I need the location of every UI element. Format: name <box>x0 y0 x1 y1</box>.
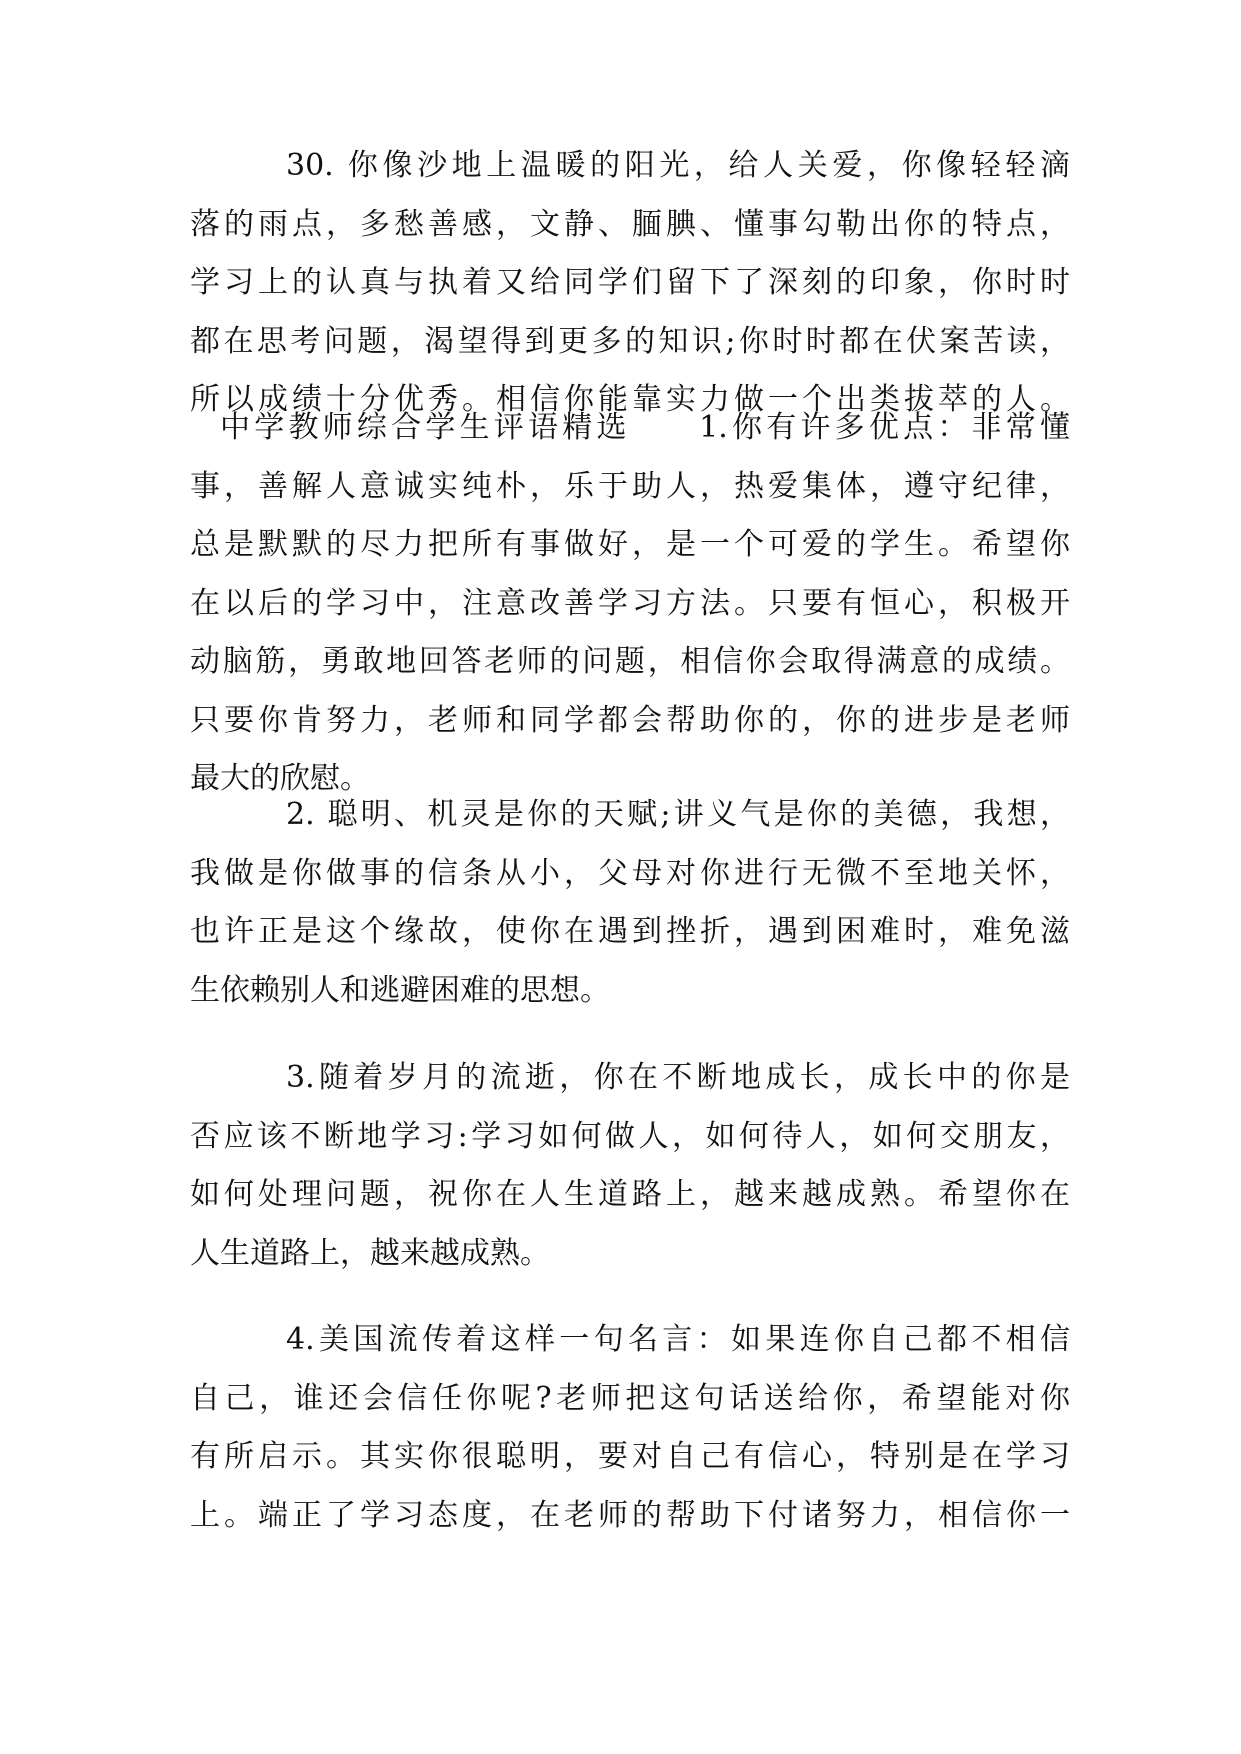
text-line: 有所启示。其实你很聪明，要对自己有信心，特别是在学习 <box>190 1439 1070 1474</box>
paragraph-2 <box>190 786 1070 1020</box>
text-line: 在以后的学习中，注意改善学习方法。只要有恒心，积极开 <box>190 585 1070 621</box>
text-line: 总是默默的尽力把所有事做好，是一个可爱的学生。希望你 <box>190 527 1070 562</box>
text-line: 动脑筋，勇敢地回答老师的问题，相信你会取得满意的成绩。 <box>190 644 1070 679</box>
text-line: 自己，谁还会信任你呢?老师把这句话送给你，希望能对你 <box>190 1380 1070 1416</box>
paragraph-1 <box>190 399 1070 809</box>
text-line: 我做是你做事的信条从小，父母对你进行无微不至地关怀， <box>190 855 1070 891</box>
paragraph-3 <box>190 1049 1070 1283</box>
text-line: 30. 你像沙地上温暖的阳光，给人关爱，你像轻轻滴 <box>286 148 1070 183</box>
text-line: 上。端正了学习态度，在老师的帮助下付诸努力，相信你一 <box>190 1497 1070 1533</box>
text-line: 如何处理问题，祝你在人生道路上，越来越成熟。希望你在 <box>190 1177 1070 1212</box>
text-line: 4.美国流传着这样一句名言：如果连你自己都不相信 <box>286 1322 1070 1357</box>
paragraph-30 <box>190 137 1070 430</box>
text-line: 人生道路上，越来越成熟。 <box>190 1235 550 1271</box>
text-line: 否应该不断地学习:学习如何做人，如何待人，如何交朋友， <box>190 1118 1070 1154</box>
text-line: 最大的欣慰。 <box>190 761 370 796</box>
text-line: 学习上的认真与执着又给同学们留下了深刻的印象，你时时 <box>190 265 1070 300</box>
text-line: 2. 聪明、机灵是你的天赋;讲义气是你的美德，我想， <box>286 797 1070 832</box>
text-line: 生依赖别人和逃避困难的思想。 <box>190 972 610 1008</box>
text-line: 都在思考问题，渴望得到更多的知识;你时时都在伏案苦读， <box>190 323 1070 359</box>
text-line: 事，善解人意诚实纯朴，乐于助人，热爱集体，遵守纪律， <box>190 468 1070 504</box>
text-line: 也许正是这个缘故，使你在遇到挫折，遇到困难时，难免滋 <box>190 914 1070 949</box>
text-line: 所以成绩十分优秀。相信你能靠实力做一个出类拔萃的人。 <box>190 382 1070 417</box>
text-line: 3.随着岁月的流逝，你在不断地成长，成长中的你是 <box>286 1060 1070 1095</box>
paragraph-4 <box>190 1311 1070 1545</box>
text-line: 只要你肯努力，老师和同学都会帮助你的，你的进步是老师 <box>190 702 1070 738</box>
text-line: 中学教师综合学生评语精选 1.你有许多优点：非常懂 <box>220 410 1070 445</box>
text-line: 落的雨点，多愁善感，文静、腼腆、懂事勾勒出你的特点， <box>190 206 1070 242</box>
